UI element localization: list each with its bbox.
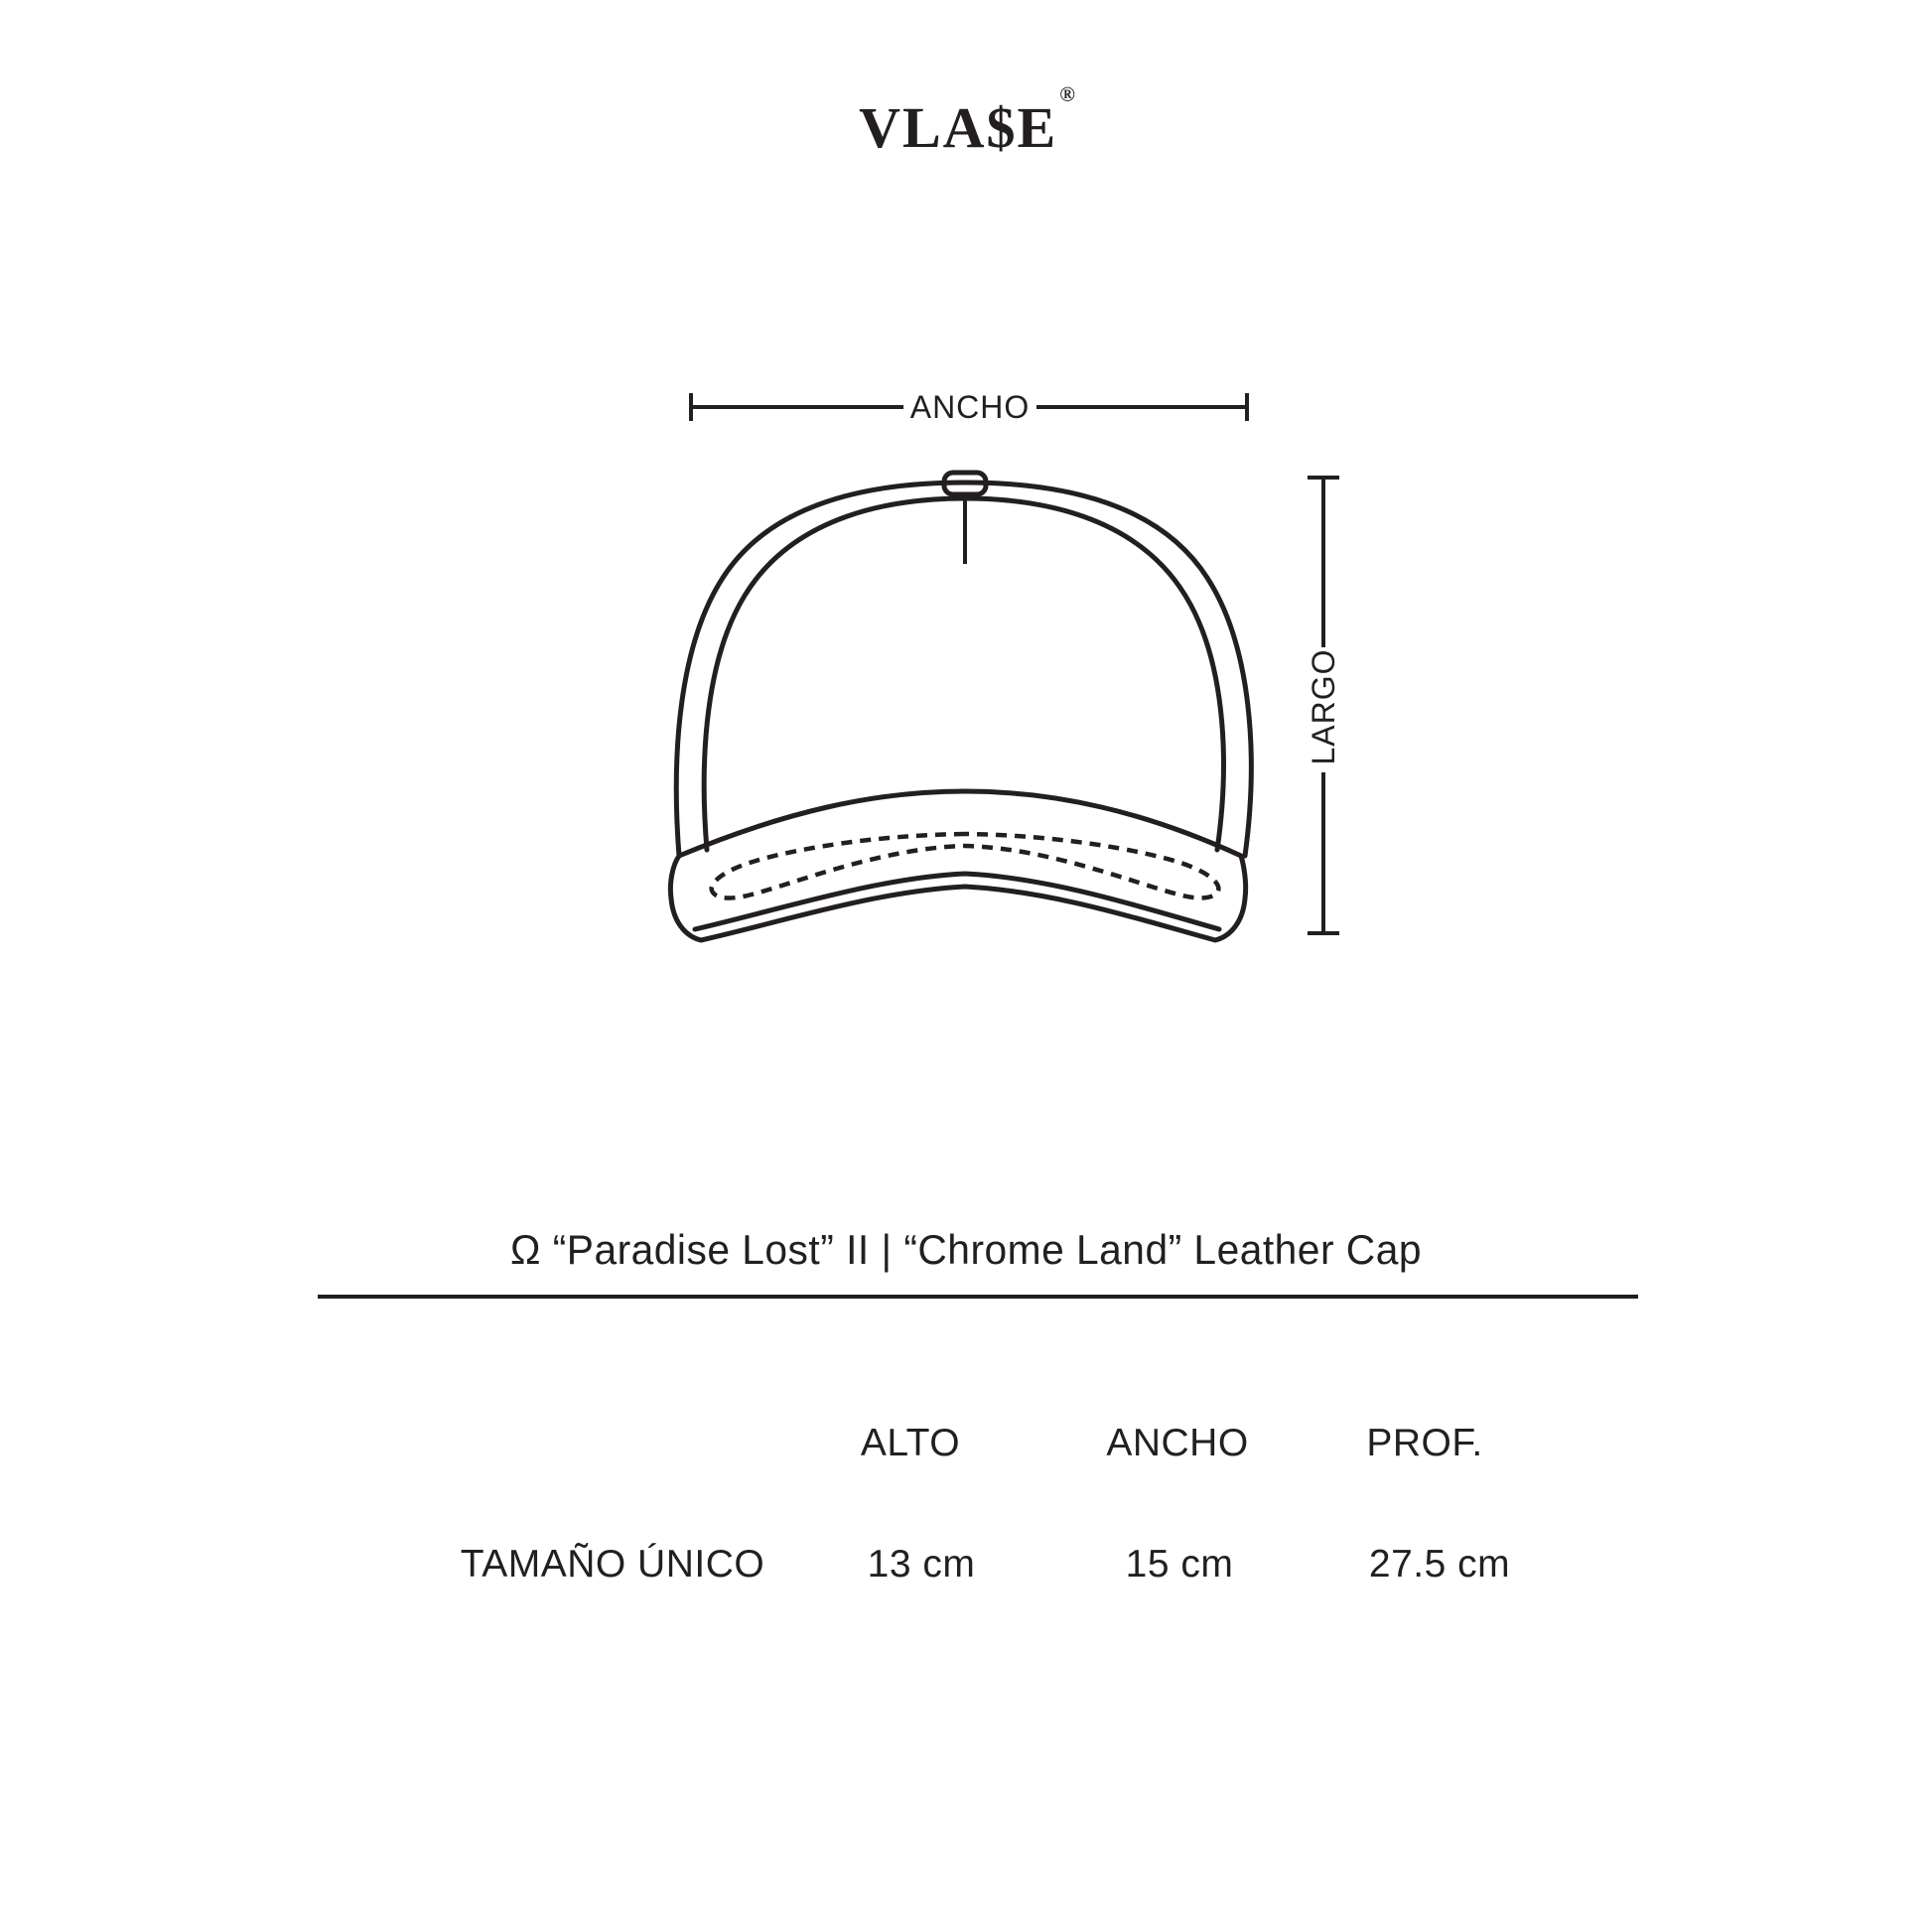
registered-trademark-icon: ® (1059, 81, 1075, 106)
size-table-header-ancho: ANCHO (1106, 1422, 1249, 1464)
size-table-value-prof: 27.5 cm (1368, 1543, 1511, 1586)
length-dimension-label: LARGO (1306, 648, 1341, 765)
size-table-header-alto: ALTO (860, 1422, 961, 1464)
size-table-value-alto: 13 cm (867, 1543, 976, 1586)
brand-logo-text: VLA$E (859, 95, 1058, 160)
width-dimension-label: ANCHO (909, 389, 1031, 425)
size-table-header-prof: PROF. (1366, 1422, 1483, 1464)
product-title: Ω “Paradise Lost” II | “Chrome Land” Leather Cap (509, 1226, 1423, 1273)
size-table-value-ancho: 15 cm (1125, 1543, 1234, 1586)
size-table-row-label: TAMAÑO ÚNICO (460, 1543, 765, 1586)
